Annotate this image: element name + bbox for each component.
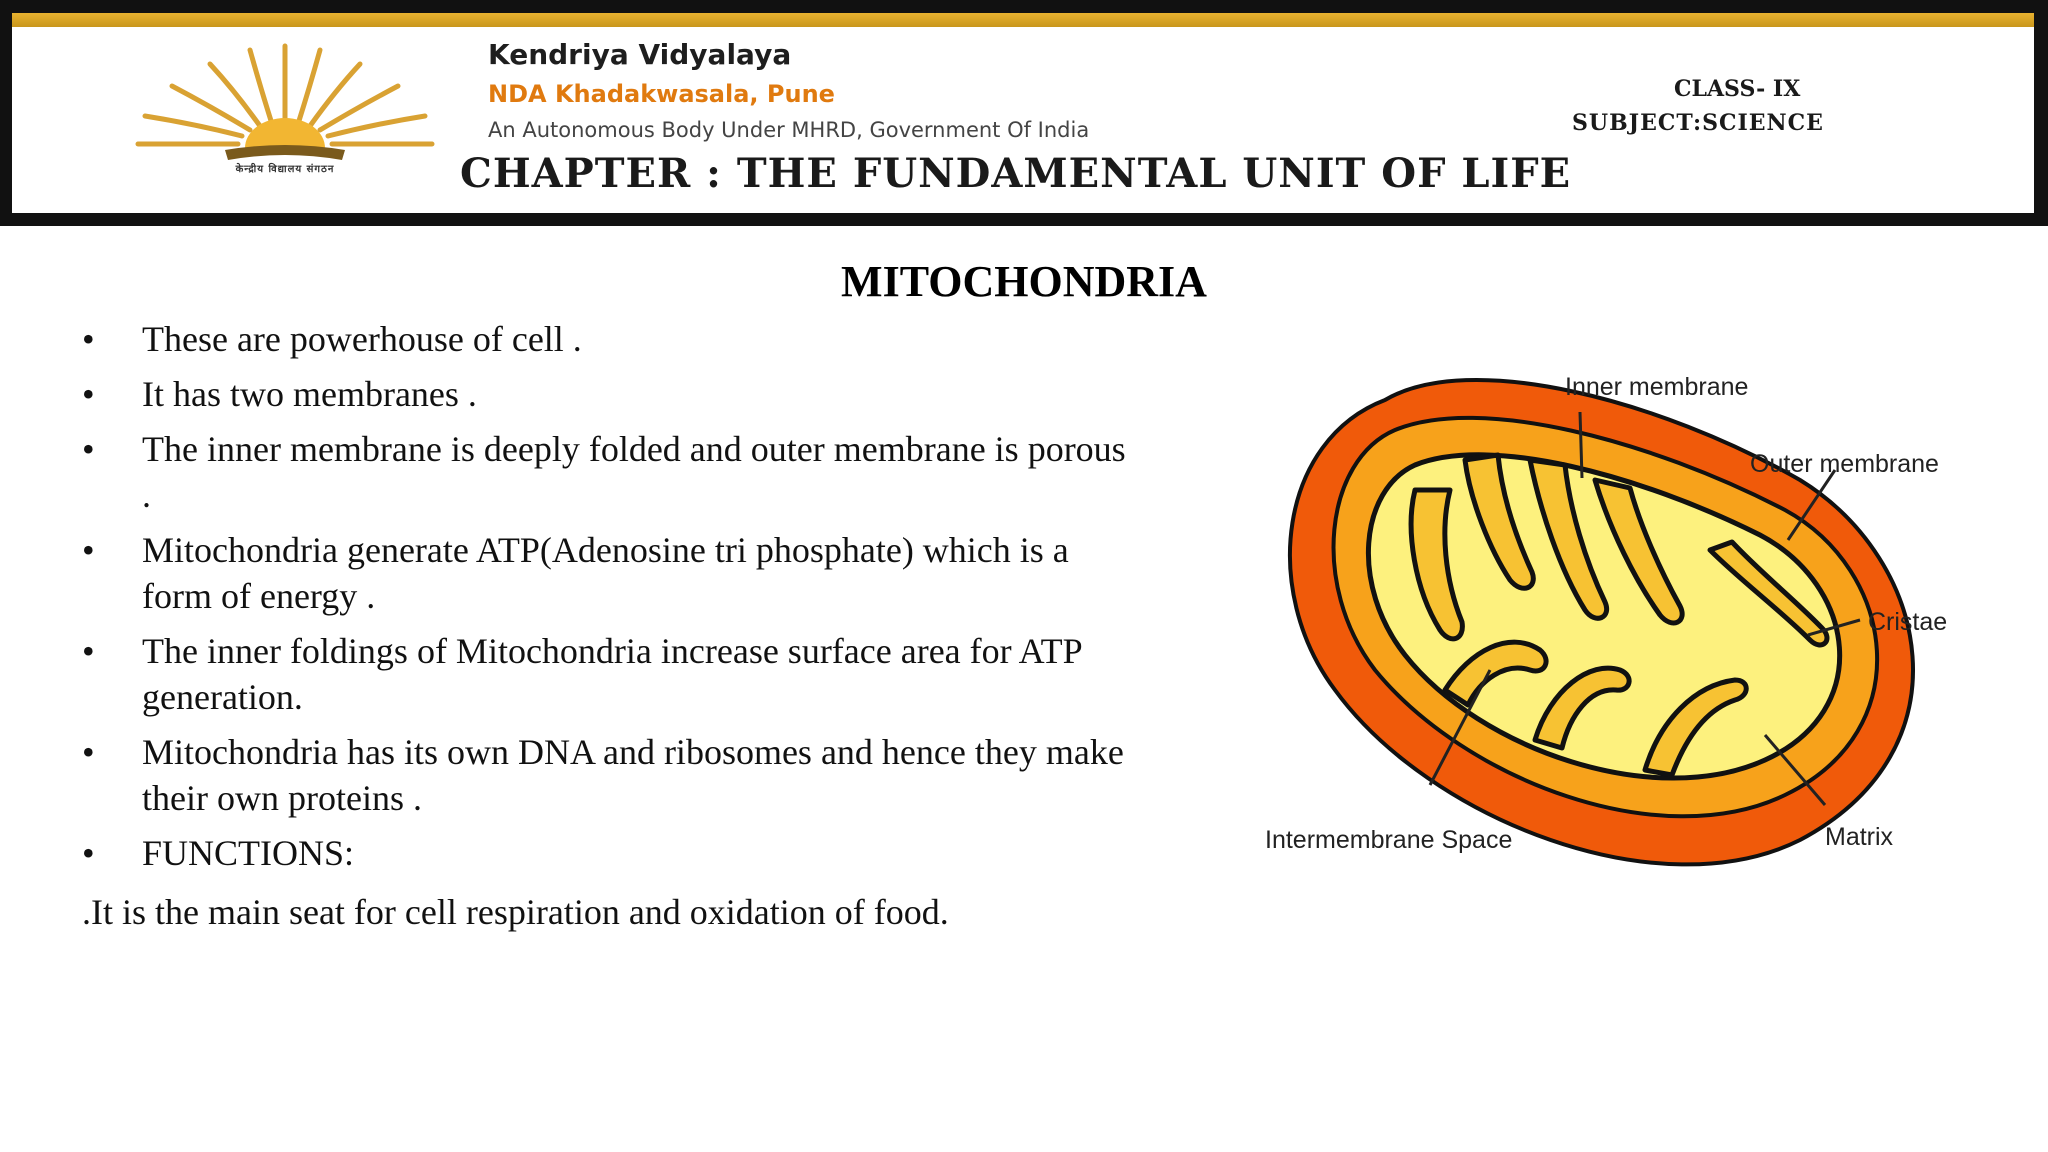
bullet-icon: • [82, 732, 95, 772]
label-inner-membrane: Inner membrane [1565, 373, 1749, 401]
bullet-icon: • [82, 530, 95, 570]
bullet-icon: • [82, 429, 95, 469]
chapter-title: CHAPTER : THE FUNDAMENTAL UNIT OF LIFE [460, 150, 1572, 197]
label-intermembrane-space: Intermembrane Space [1265, 826, 1513, 854]
label-outer-membrane: Outer membrane [1750, 450, 1939, 478]
mitochondria-diagram [1240, 350, 1980, 890]
label-matrix: Matrix [1825, 823, 1894, 851]
kv-logo-icon [110, 36, 460, 176]
bullet-item [82, 628, 1142, 720]
subject-label: SUBJECT:SCIENCE [1572, 110, 1824, 136]
school-location: NDA Khadakwasala, Pune [488, 80, 835, 108]
bullet-list [82, 316, 1142, 885]
bullet-item [82, 527, 1142, 619]
logo-caption: केन्द्रीय विद्यालय संगठन [235, 164, 335, 175]
banner-gold-stripe [12, 13, 2034, 27]
bullet-text: The inner foldings of Mitochondria increase surface area for ATP generation. [142, 631, 1082, 717]
bullet-text: Mitochondria has its own DNA and ribosomes and hence they make their own proteins . [142, 732, 1124, 818]
bullet-item [82, 426, 1142, 518]
bullet-icon: • [82, 374, 95, 414]
bullet-icon: • [82, 319, 95, 359]
bullet-item [82, 316, 1142, 362]
label-cristae: Cristae [1868, 608, 1948, 636]
school-name: Kendriya Vidyalaya [488, 38, 792, 71]
bullet-text: It has two membranes . [142, 374, 477, 414]
bullet-icon: • [82, 631, 95, 671]
bullet-text: FUNCTIONS: [142, 833, 355, 873]
bullet-item [82, 371, 1142, 417]
bullet-text: The inner membrane is deeply folded and outer membrane is porous . [142, 429, 1126, 515]
bullet-text: Mitochondria generate ATP(Adenosine tri phosphate) which is a form of energy . [142, 530, 1069, 616]
bullet-text: These are powerhouse of cell . [142, 319, 582, 359]
functions-text: .It is the main seat for cell respiration and oxidation of food. [82, 892, 949, 932]
bullet-item [82, 729, 1142, 821]
header-banner [0, 0, 2048, 226]
bullet-icon: • [82, 833, 95, 873]
bullet-item [82, 830, 1142, 876]
school-tagline: An Autonomous Body Under MHRD, Government Of India [488, 118, 1090, 142]
slide-title: MITOCHONDRIA [841, 257, 1207, 306]
class-label: CLASS- IX [1674, 76, 1801, 102]
